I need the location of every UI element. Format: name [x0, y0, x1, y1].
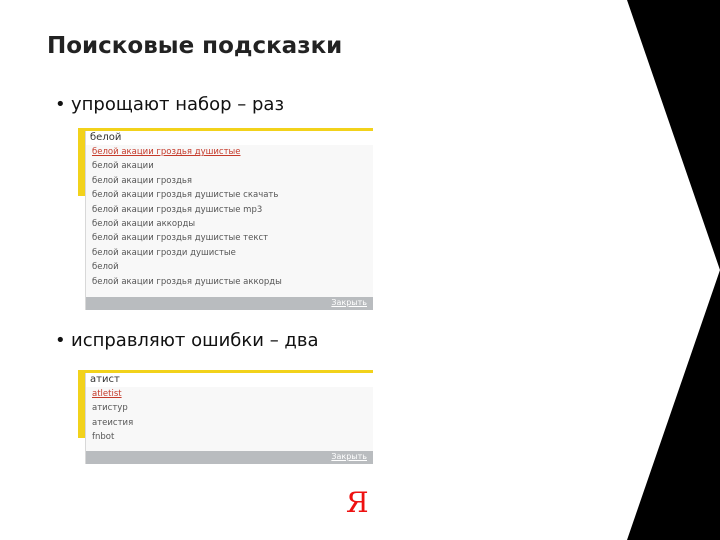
bullet-dot: •	[55, 94, 66, 115]
suggestion-item[interactable]: атистур	[92, 403, 128, 414]
search-input[interactable]: белой	[86, 131, 373, 145]
suggest-dropdown	[85, 373, 373, 464]
suggestion-item[interactable]: белой акации гроздья душистые текст	[92, 233, 269, 244]
suggestion-item[interactable]: белой акации гроздья душистые скачать	[92, 190, 279, 201]
suggestion-item[interactable]: белой акации гроздья	[92, 175, 192, 186]
suggestion-item[interactable]: белой акации аккорды	[92, 219, 196, 230]
bullet-text-2: исправляют ошибки – два	[71, 330, 319, 351]
suggestion-list	[86, 387, 373, 445]
bullet-item-1	[55, 94, 284, 115]
suggestion-list	[86, 145, 373, 289]
suggestion-item[interactable]: атеистия	[92, 417, 134, 428]
suggestion-item[interactable]: белой акации гроздья душистые mp3	[92, 204, 263, 215]
search-input[interactable]: атист	[86, 373, 373, 387]
close-link[interactable]: Закрыть	[331, 298, 367, 307]
suggest-dropdown	[85, 131, 373, 310]
suggestion-item[interactable]: fnbot	[92, 432, 115, 443]
suggest-screenshot-1	[78, 128, 373, 310]
suggest-footer	[86, 297, 373, 310]
suggestion-item[interactable]: белой акации гроздья душистые аккорды	[92, 276, 282, 287]
suggest-screenshot-2	[78, 370, 373, 464]
suggestion-item[interactable]: белой акации грозди душистые	[92, 247, 236, 258]
yandex-logo: Я	[346, 486, 369, 519]
close-link[interactable]: Закрыть	[331, 452, 367, 461]
suggestion-item[interactable]: белой акации гроздья душистые	[92, 147, 241, 157]
suggestion-item[interactable]: белой	[92, 262, 119, 273]
suggestion-item[interactable]: atletist	[92, 389, 122, 399]
suggestion-item[interactable]: белой акации	[92, 161, 154, 172]
bullet-text-1: упрощают набор – раз	[71, 94, 285, 115]
slide-title: Поисковые подсказки	[47, 33, 343, 59]
bullet-dot: •	[55, 330, 66, 351]
suggest-footer	[86, 451, 373, 464]
bullet-item-2	[55, 330, 319, 351]
